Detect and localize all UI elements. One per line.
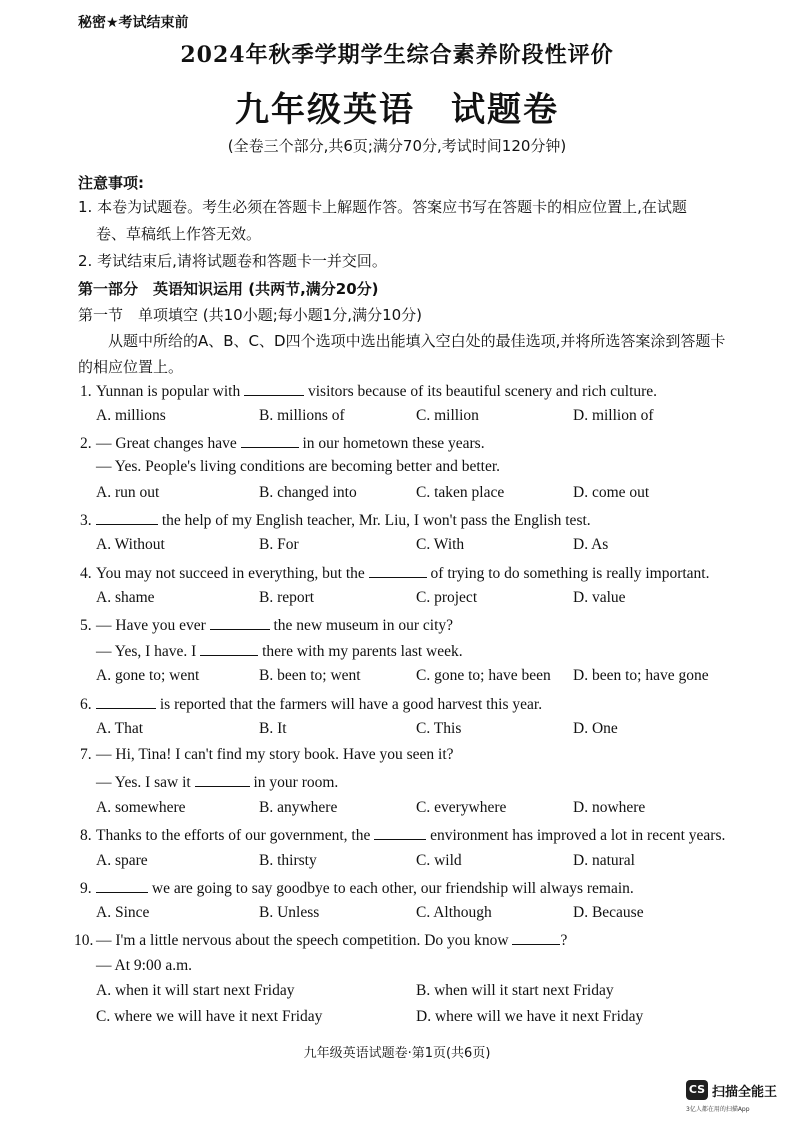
notice-item-1-cont: 卷、草稿纸上作答无效。 (96, 225, 262, 243)
stem-text: — Yes, I have. I (96, 643, 201, 660)
answer-blank (96, 510, 158, 525)
answer-blank (374, 825, 426, 840)
answer-option: A. run out (96, 484, 160, 501)
answer-option: B. changed into (259, 484, 357, 501)
answer-option: A. shame (96, 589, 155, 606)
stem-text: — Yes. I saw it (96, 774, 195, 791)
question-stem (80, 694, 542, 714)
answer-option: A. Without (96, 536, 165, 553)
notice-item-1: 1. 本卷为试题卷。考生必须在答题卡上解题作答。答案应书写在答题卡的相应位置上,在试题 (78, 198, 687, 216)
answer-blank (195, 772, 250, 787)
question-number: 8. (80, 827, 92, 844)
answer-blank (96, 694, 156, 709)
answer-option: D. natural (573, 852, 635, 869)
answer-option: B. when will it start next Friday (416, 982, 614, 999)
answer-blank (241, 433, 299, 448)
answer-option: D. As (573, 536, 609, 553)
answer-option: C. With (416, 536, 465, 553)
answer-option: A. when it will start next Friday (96, 982, 295, 999)
answer-blank (200, 641, 258, 656)
question-number: 2. (80, 435, 92, 452)
answer-option: D. One (573, 720, 618, 737)
notice-heading: 注意事项: (78, 174, 144, 192)
stem-text: — Hi, Tina! I can't find my story book. Have you seen it? (96, 746, 454, 763)
answer-option: C. million (416, 407, 479, 424)
answer-option: B. Unless (259, 904, 320, 921)
answer-option: D. where will we have it next Friday (416, 1008, 644, 1025)
question-stem (80, 381, 657, 401)
answer-option: D. come out (573, 484, 650, 501)
question-number: 4. (80, 565, 92, 582)
stem-text: the new museum in our city? (269, 617, 453, 634)
stem-text: there with my parents last week. (258, 643, 463, 660)
section-heading: 第一节 单项填空 (共10小题;每小题1分,满分10分) (78, 306, 423, 324)
stem-text: ? (560, 932, 568, 949)
stem-text: visitors because of its beautiful scenery and rich culture. (304, 383, 658, 400)
exam-title: 2024年秋季学期学生综合素养阶段性评价 (180, 42, 614, 68)
question-number: 7. (80, 746, 92, 763)
answer-blank (244, 381, 304, 396)
instruction-line: 从题中所给的A、B、C、D四个选项中选出能填入空白处的最佳选项,并将所选答案涂到答题卡 (108, 332, 726, 350)
stem-text: — At 9:00 a.m. (96, 957, 193, 974)
answer-option: B. report (259, 589, 315, 606)
confidential-mark: 秘密★考试结束前 (78, 15, 189, 31)
question-number: 3. (80, 512, 92, 529)
answer-blank (369, 563, 427, 578)
stem-text: is reported that the farmers will have a good harvest this year. (156, 696, 543, 713)
question-number: 5. (80, 617, 92, 634)
question-stem (80, 563, 710, 583)
camscanner-logo-icon: CS (686, 1080, 708, 1100)
answer-blank (96, 878, 148, 893)
answer-option: C. project (416, 589, 478, 606)
answer-option: B. thirsty (259, 852, 317, 869)
notice-item-2: 2. 考试结束后,请将试题卷和答题卡一并交回。 (78, 252, 387, 270)
exam-info: (全卷三个部分,共6页;满分70分,考试时间120分钟) (227, 137, 567, 155)
question-stem (80, 825, 725, 845)
page-footer: 九年级英语试题卷·第1页(共6页) (303, 1046, 491, 1061)
question-stem (96, 772, 338, 792)
stem-text: You may not succeed in everything, but the (96, 565, 369, 582)
instruction-line-cont: 的相应位置上。 (78, 358, 184, 376)
camscanner-watermark (686, 1080, 786, 1120)
question-stem (96, 957, 192, 975)
answer-option: C. gone to; have been (416, 667, 551, 684)
answer-blank (512, 930, 560, 945)
answer-option: A. gone to; went (96, 667, 200, 684)
question-stem (80, 878, 634, 898)
answer-option: D. value (573, 589, 626, 606)
watermark-tagline: 3亿人都在用的扫描App (686, 1106, 750, 1113)
stem-text: — Great changes have (96, 435, 241, 452)
answer-option: D. been to; have gone (573, 667, 709, 684)
answer-option: A. spare (96, 852, 148, 869)
question-stem (74, 930, 567, 950)
answer-option: C. wild (416, 852, 462, 869)
stem-text: Yunnan is popular with (96, 383, 245, 400)
watermark-name: 扫描全能王 (712, 1085, 778, 1100)
answer-option: A. millions (96, 407, 166, 424)
stem-text: in your room. (249, 774, 339, 791)
stem-text: in our hometown these years. (298, 435, 485, 452)
stem-text: Thanks to the efforts of our government, the (96, 827, 375, 844)
answer-option: B. For (259, 536, 299, 553)
stem-text: — Have you ever (96, 617, 210, 634)
stem-text: — Yes. People's living conditions are becoming better and better. (96, 458, 500, 475)
answer-option: C. where we will have it next Friday (96, 1008, 323, 1025)
answer-blank (210, 615, 270, 630)
question-stem (80, 746, 454, 764)
question-number: 10. (74, 932, 94, 949)
question-stem (96, 458, 500, 476)
question-stem (96, 641, 463, 661)
question-number: 6. (80, 696, 92, 713)
question-stem (80, 510, 591, 530)
answer-option: C. Although (416, 904, 492, 921)
answer-option: C. This (416, 720, 462, 737)
answer-option: B. anywhere (259, 799, 338, 816)
answer-option: D. Because (573, 904, 644, 921)
answer-option: B. been to; went (259, 667, 361, 684)
stem-text: environment has improved a lot in recent years. (426, 827, 726, 844)
answer-option: B. It (259, 720, 287, 737)
answer-option: C. taken place (416, 484, 505, 501)
answer-option: A. Since (96, 904, 150, 921)
answer-option: B. millions of (259, 407, 345, 424)
paper-title: 九年级英语 试题卷 (235, 90, 559, 130)
stem-text: we are going to say goodbye to each other, our friendship will always remain. (148, 880, 634, 897)
question-number: 1. (80, 383, 92, 400)
part-heading: 第一部分 英语知识运用 (共两节,满分20分) (78, 280, 379, 298)
question-stem (80, 615, 453, 635)
answer-option: D. million of (573, 407, 654, 424)
answer-option: A. somewhere (96, 799, 186, 816)
answer-option: D. nowhere (573, 799, 646, 816)
stem-text: — I'm a little nervous about the speech competition. Do you know (96, 932, 513, 949)
stem-text: of trying to do something is really important. (426, 565, 710, 582)
answer-option: C. everywhere (416, 799, 507, 816)
answer-option: A. That (96, 720, 144, 737)
question-stem (80, 433, 485, 453)
stem-text: the help of my English teacher, Mr. Liu, I won't pass the English test. (158, 512, 591, 529)
question-number: 9. (80, 880, 92, 897)
